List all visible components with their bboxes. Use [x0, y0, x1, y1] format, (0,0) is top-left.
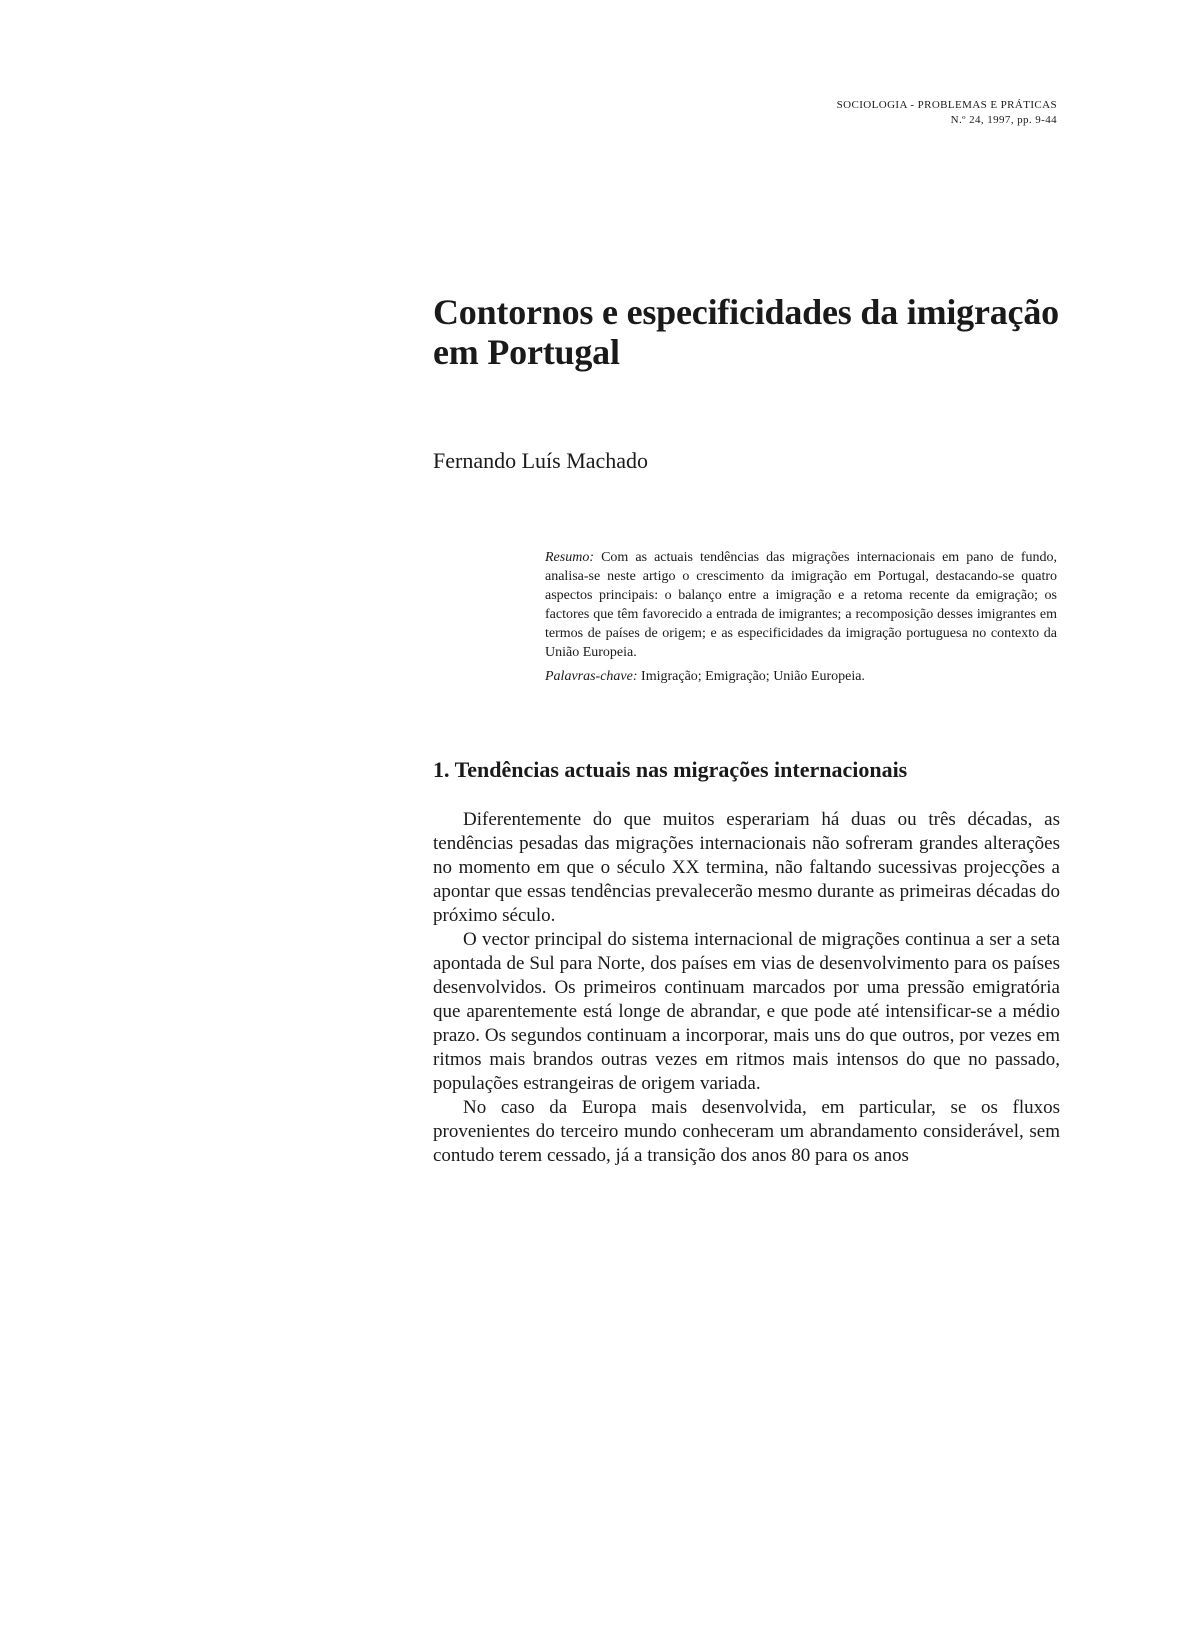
- section-heading: 1. Tendências actuais nas migrações internacionais: [433, 757, 908, 782]
- keywords-text: Imigração; Emigração; União Europeia.: [637, 669, 865, 684]
- abstract: [545, 548, 1057, 686]
- article-title: Contornos e especificidades da imigração em Portugal: [433, 292, 1059, 372]
- issue-info: N.º 24, 1997, pp. 9-44: [950, 114, 1057, 126]
- running-head: [657, 98, 1057, 128]
- author-name: Fernando Luís Machado: [433, 448, 649, 473]
- body-paragraph-3: No caso da Europa mais desenvolvida, em particular, se os fluxos provenientes do terceiro mundo conheceram um abrandamento considerável, sem contudo terem cessado, já a transição dos anos 80 para os anos: [433, 1097, 1060, 1166]
- body-text: [433, 808, 1060, 1168]
- abstract-text: Com as actuais tendências das migrações internacionais em pano de fundo, analisa-se neste artigo o crescimento da imigração em Portugal, destacando-se quatro aspectos principais: o balanço entre a imigração e a retoma recente da emigração; os factores que têm favorecido a entrada de imigrantes; a recomposição desses imigrantes em termos de países de origem; e as especificidades da imigração portuguesa no contexto da União Europeia.: [545, 550, 1057, 660]
- journal-name: SOCIOLOGIA - PROBLEMAS E PRÁTICAS: [836, 99, 1057, 111]
- keywords-label: Palavras-chave:: [545, 669, 638, 684]
- body-paragraph-2: O vector principal do sistema internacional de migrações continua a ser a seta apontada de Sul para Norte, dos países em vias de desenvolvimento para os países desenvolvidos. Os primeiros continuam marcados por uma pressão emigratória que aparentemente está longe de abrandar, e que pode até intensificar-se a médio prazo. Os segundos continuam a incorporar, mais uns do que outros, por vezes em ritmos mais brandos outras vezes em ritmos mais intensos do que no passado, populações estrangeiras de origem variada.: [433, 929, 1060, 1094]
- abstract-paragraph: [545, 548, 1057, 662]
- keywords-paragraph: [545, 667, 1057, 686]
- abstract-label: Resumo:: [545, 550, 594, 565]
- body-paragraph-1: Diferentemente do que muitos esperariam há duas ou três décadas, as tendências pesadas das migrações internacionais não sofreram grandes alterações no momento em que o século XX termina, não faltando sucessivas projecções a apontar que essas tendências prevalecerão mesmo durante as primeiras décadas do próximo século.: [433, 809, 1060, 926]
